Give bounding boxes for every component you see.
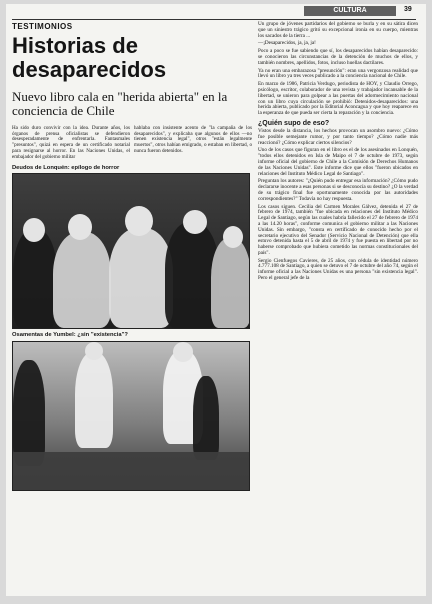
worker-figure xyxy=(193,376,219,460)
article-deck: Nuevo libro cala en "herida abierta" en la conciencia de Chile xyxy=(12,89,228,118)
mourner-figure xyxy=(109,228,173,328)
header-rule xyxy=(12,19,416,20)
article-headline: Historias de desaparecidos xyxy=(12,33,167,82)
photo-lonquen-mourners xyxy=(12,173,250,329)
lead-column-1: Ha sido duro convivir con la idea. Durante años, los órganos de prensa oficialistas se defendieron desesperadamente de enfrentarla. Fantasmales "presuntos", quizá en espera de un certificado notarial para resignarse al horror. En las Naciones Unidas, el embajador del gobierno militar xyxy=(12,125,130,160)
worker-face xyxy=(173,342,193,362)
body-paragraph-4: Los casos siguen. Cecilia del Carmen Morales Gálvez, detenida el 27 de febrero de 1974, también "fue ubicada en relaciones del Instituto Médico Legal de Santiago, según las cuales habría fallecido el 27 de febrero de 1974 a las 14.20 horas", conforme comunica el gobierno militar a las Naciones Unidas. Sin embargo, "consta en certificado de conocido hecho por el secretario ejecutivo del Senador (Servicio Nacional de Detención) que ella estuvo detenida hasta el 5 de abril de 1974 y fue puesta en libertad por no haberse comprobado que hubiera cometido las normas constitucionales del país". xyxy=(258,203,418,256)
body-paragraph-5: Sergio Cienfuegos Cavieres, de 25 años, con cédula de identidad número 4.777.108 de Santiago, a quien se detuvo el 7 de octubre del año 74, según el informe oficial a las Naciones Unidas es una persona "sin existencia legal". Pero el general jefe de la xyxy=(258,257,418,282)
left-column xyxy=(12,22,250,491)
intro-paragraph-1: Un grupo de jóvenes partidarios del gobierno se burla y en su sátira dicen que un siniestro trágico gritó su excepcional ironía en su cuerpo, mientras los sacados de la tierra ... xyxy=(258,21,418,39)
worker-figure xyxy=(75,352,113,448)
intro-paragraph-3: Poco a poco se fue sabiendo que sí, los desaparecidos habían desaparecido: se conocieron las circunstancias de la detención de muchos de ellos, y también nombres, apellidos, fotos, incluso huellas dactilares. xyxy=(258,48,418,66)
ground-remains xyxy=(13,452,250,490)
intro-paragraph-4: Ya no eran una embarazosa "presunción": eran una vergonzosa realidad que llevó un libro ya tres veces publicado a la conciencia nacional de Chile. xyxy=(258,67,418,80)
worker-face xyxy=(85,342,103,360)
article-kicker: TESTIMONIOS xyxy=(12,22,73,31)
body-paragraph-3: Preguntan los autores: "¿Quién pudo entregar esa información? ¿Cómo pudo declararse inocente a esas personas si se desconocía su destino? ¿O la verdad de su trágico final fue oportunamente conocida por las autoridades correspondientes?" Todavía no hay respuesta. xyxy=(258,178,418,202)
right-column xyxy=(258,22,418,284)
intro-paragraph-2: —¡Desaparecidos, ja, ja, ja! xyxy=(258,40,316,47)
photo-yumbel-remains xyxy=(12,341,250,491)
photo-caption-yumbel: Osamentas de Yumbel: ¿sin "existencia"? xyxy=(12,332,128,339)
body-paragraph-1: Vistos desde la distancia, los hechos provocan un asombro nuevo: ¿Cómo fue posible semejante rumor, y por tanto tiempo? ¿Cómo nadie más reaccionó? ¿Cómo explicar ciertos silencios? xyxy=(258,127,418,146)
page-number: 39 xyxy=(404,6,412,13)
magazine-page xyxy=(6,4,426,596)
photo-caption-lonquen: Deudos de Lonquén: epílogo de horror xyxy=(12,165,120,172)
worker-figure xyxy=(13,360,45,466)
mourner-figure xyxy=(13,229,57,328)
lead-columns xyxy=(12,126,250,162)
section-tag: CULTURA xyxy=(304,6,396,16)
mourner-figure xyxy=(211,238,250,328)
mourner-figure xyxy=(53,232,111,328)
lead-column-2: hablaba con insistente acento de "la campaña de los desaparecidos", y explicaba que algunos de ellos —no tienen existencia legal", otros "están legalmente muertos", otros habían emigrado, o estaban en libertad, o nunca fueron detenidos. xyxy=(134,125,252,154)
intro-paragraph-5: En marzo de 1986, Patricia Verdugo, periodista de HOY, y Claudio Orrego, psicólogo, escritor, colaborador de una revista y trabajador incansable de la libertad, se unieron para golpear a las puertas del adormecimiento nacional con un libro cuya circulación se prohibió: Detenidos-desaparecidos: una herida abierta, publicado por la Editorial Aconcagua y que hoy reaparece en la esperanza de que pueda ser cierta la reparación y la conciencia. xyxy=(258,81,418,117)
body-paragraph-2: Uno de los casos que figuran en el libro es el de los asesinados en Lonquén, "todos ellos detenidos en Isla de Maipo el 7 de octubre de 1973, según informe oficial del gobierno de Chile a la Comisión de Derechos Humanos de las Naciones Unidas". Este informe dice que ellos "fueron ubicados en relaciones del Instituto Médico Legal de Santiago". xyxy=(258,147,418,177)
subhead-question: ¿Quién supo de eso? xyxy=(258,119,330,127)
